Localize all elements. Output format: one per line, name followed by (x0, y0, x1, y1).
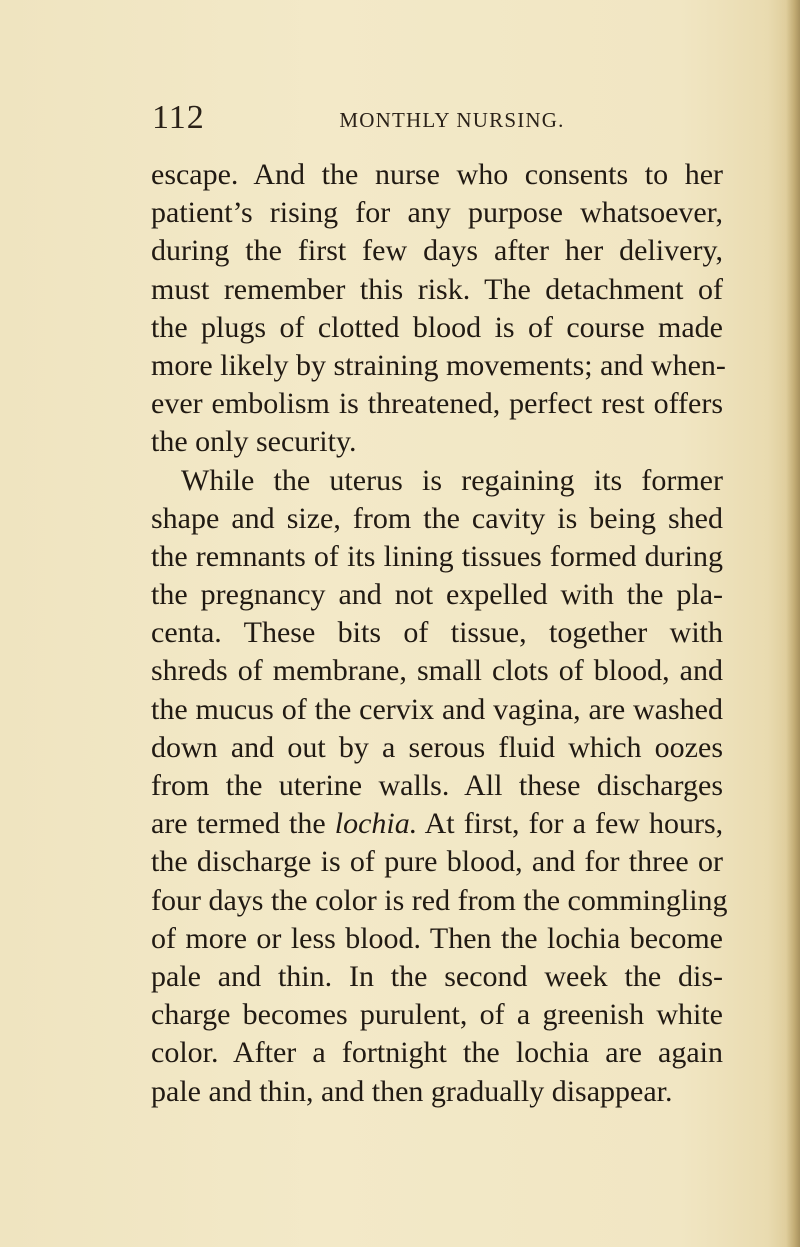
text-line: the plugs of clotted blood is of course made (151, 310, 723, 344)
text-segment: are termed the (151, 807, 335, 841)
text-line: during the first few days after her delivery, (151, 234, 723, 268)
running-head: MONTHLY NURSING. (339, 108, 565, 132)
text-line: from the uterine walls. All these discharges (151, 769, 723, 802)
text-line: pale and thin. In the second week the dis- (151, 959, 723, 993)
text-line: ever embolism is threatened, perfect rest offers (151, 387, 723, 421)
text-line: charge becomes purulent, of a greenish white (151, 998, 723, 1032)
text-line: the remnants of its lining tissues formed during (151, 539, 723, 573)
text-line: down and out by a serous fluid which oozes (151, 730, 723, 764)
text-line: color. After a fortnight the lochia are again (151, 1036, 723, 1070)
text-line: centa. These bits of tissue, together with (151, 616, 723, 650)
text-line: escape. And the nurse who consents to her (151, 158, 723, 191)
text-line: the pregnancy and not expelled with the pla- (151, 578, 723, 612)
page-header (152, 96, 712, 140)
text-line: more likely by straining movements; and when- (151, 348, 726, 382)
text-line-mixed (151, 805, 723, 843)
text-line: the discharge is of pure blood, and for three or (151, 845, 723, 879)
text-line: of more or less blood. Then the lochia become (151, 921, 723, 955)
text-line: four days the color is red from the commingling (151, 883, 728, 917)
text-line: the mucus of the cervix and vagina, are washed (151, 692, 723, 726)
text-line: pale and thin, and then gradually disappear. (151, 1074, 673, 1108)
text-line: patient’s rising for any purpose whatsoever, (151, 196, 723, 230)
page-edge (786, 0, 800, 1247)
page-number: 112 (152, 99, 205, 136)
text-line: must remember this risk. The detachment of (151, 272, 723, 306)
text-line: shape and size, from the cavity is being shed (151, 501, 723, 535)
text-segment: At first, for a few hours, (417, 807, 724, 841)
text-line: the only security. (151, 425, 357, 459)
body-text (151, 156, 728, 1111)
text-line: shreds of membrane, small clots of blood, and (151, 654, 723, 688)
term-lochia: lochia. (334, 807, 418, 841)
text-line: While the uterus is regaining its former (181, 463, 723, 497)
